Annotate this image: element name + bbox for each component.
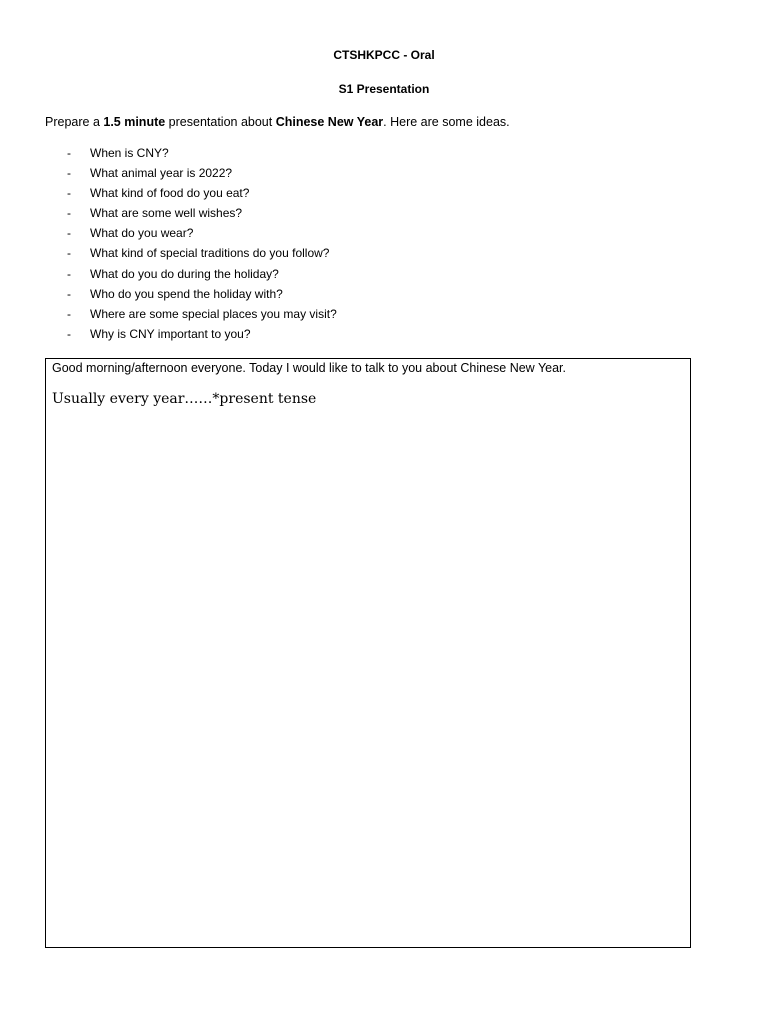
idea-text: What are some well wishes? bbox=[90, 206, 243, 221]
document-subtitle: S1 Presentation bbox=[338, 82, 430, 96]
idea-text: Who do you spend the holiday with? bbox=[90, 286, 283, 301]
answer-starter-text: Usually every year……*present tense bbox=[52, 391, 317, 407]
idea-text: What do you do during the holiday? bbox=[90, 266, 279, 281]
bullet-dash: - bbox=[67, 286, 71, 301]
bullet-dash: - bbox=[67, 146, 71, 160]
idea-text: When is CNY? bbox=[90, 146, 169, 160]
idea-text: What do you wear? bbox=[90, 226, 194, 241]
bullet-dash: - bbox=[67, 166, 71, 181]
document-title: CTSHKPCC - Oral bbox=[333, 48, 435, 62]
instructions-suffix: . Here are some ideas. bbox=[383, 115, 510, 129]
idea-text: What animal year is 2022? bbox=[90, 166, 233, 181]
instructions-prefix: Prepare a bbox=[45, 115, 104, 129]
idea-text: Why is CNY important to you? bbox=[90, 326, 251, 341]
idea-text: What kind of food do you eat? bbox=[90, 186, 250, 201]
bullet-dash: - bbox=[67, 206, 71, 221]
instructions-topic: Chinese New Year bbox=[275, 115, 384, 129]
bullet-dash: - bbox=[67, 226, 71, 241]
instructions-paragraph bbox=[45, 114, 510, 130]
answer-text-box[interactable] bbox=[45, 358, 691, 948]
idea-text: Where are some special places you may visit? bbox=[90, 306, 337, 321]
bullet-dash: - bbox=[67, 266, 71, 281]
bullet-dash: - bbox=[67, 186, 71, 201]
bullet-dash: - bbox=[67, 326, 71, 341]
bullet-dash: - bbox=[67, 246, 71, 261]
instructions-middle: presentation about bbox=[165, 115, 276, 129]
bullet-dash: - bbox=[67, 306, 71, 321]
answer-intro-text: Good morning/afternoon everyone. Today I would like to talk to you about Chinese New Year. bbox=[52, 361, 566, 375]
idea-text: What kind of special traditions do you follow? bbox=[90, 246, 330, 261]
instructions-duration: 1.5 minute bbox=[103, 115, 166, 129]
